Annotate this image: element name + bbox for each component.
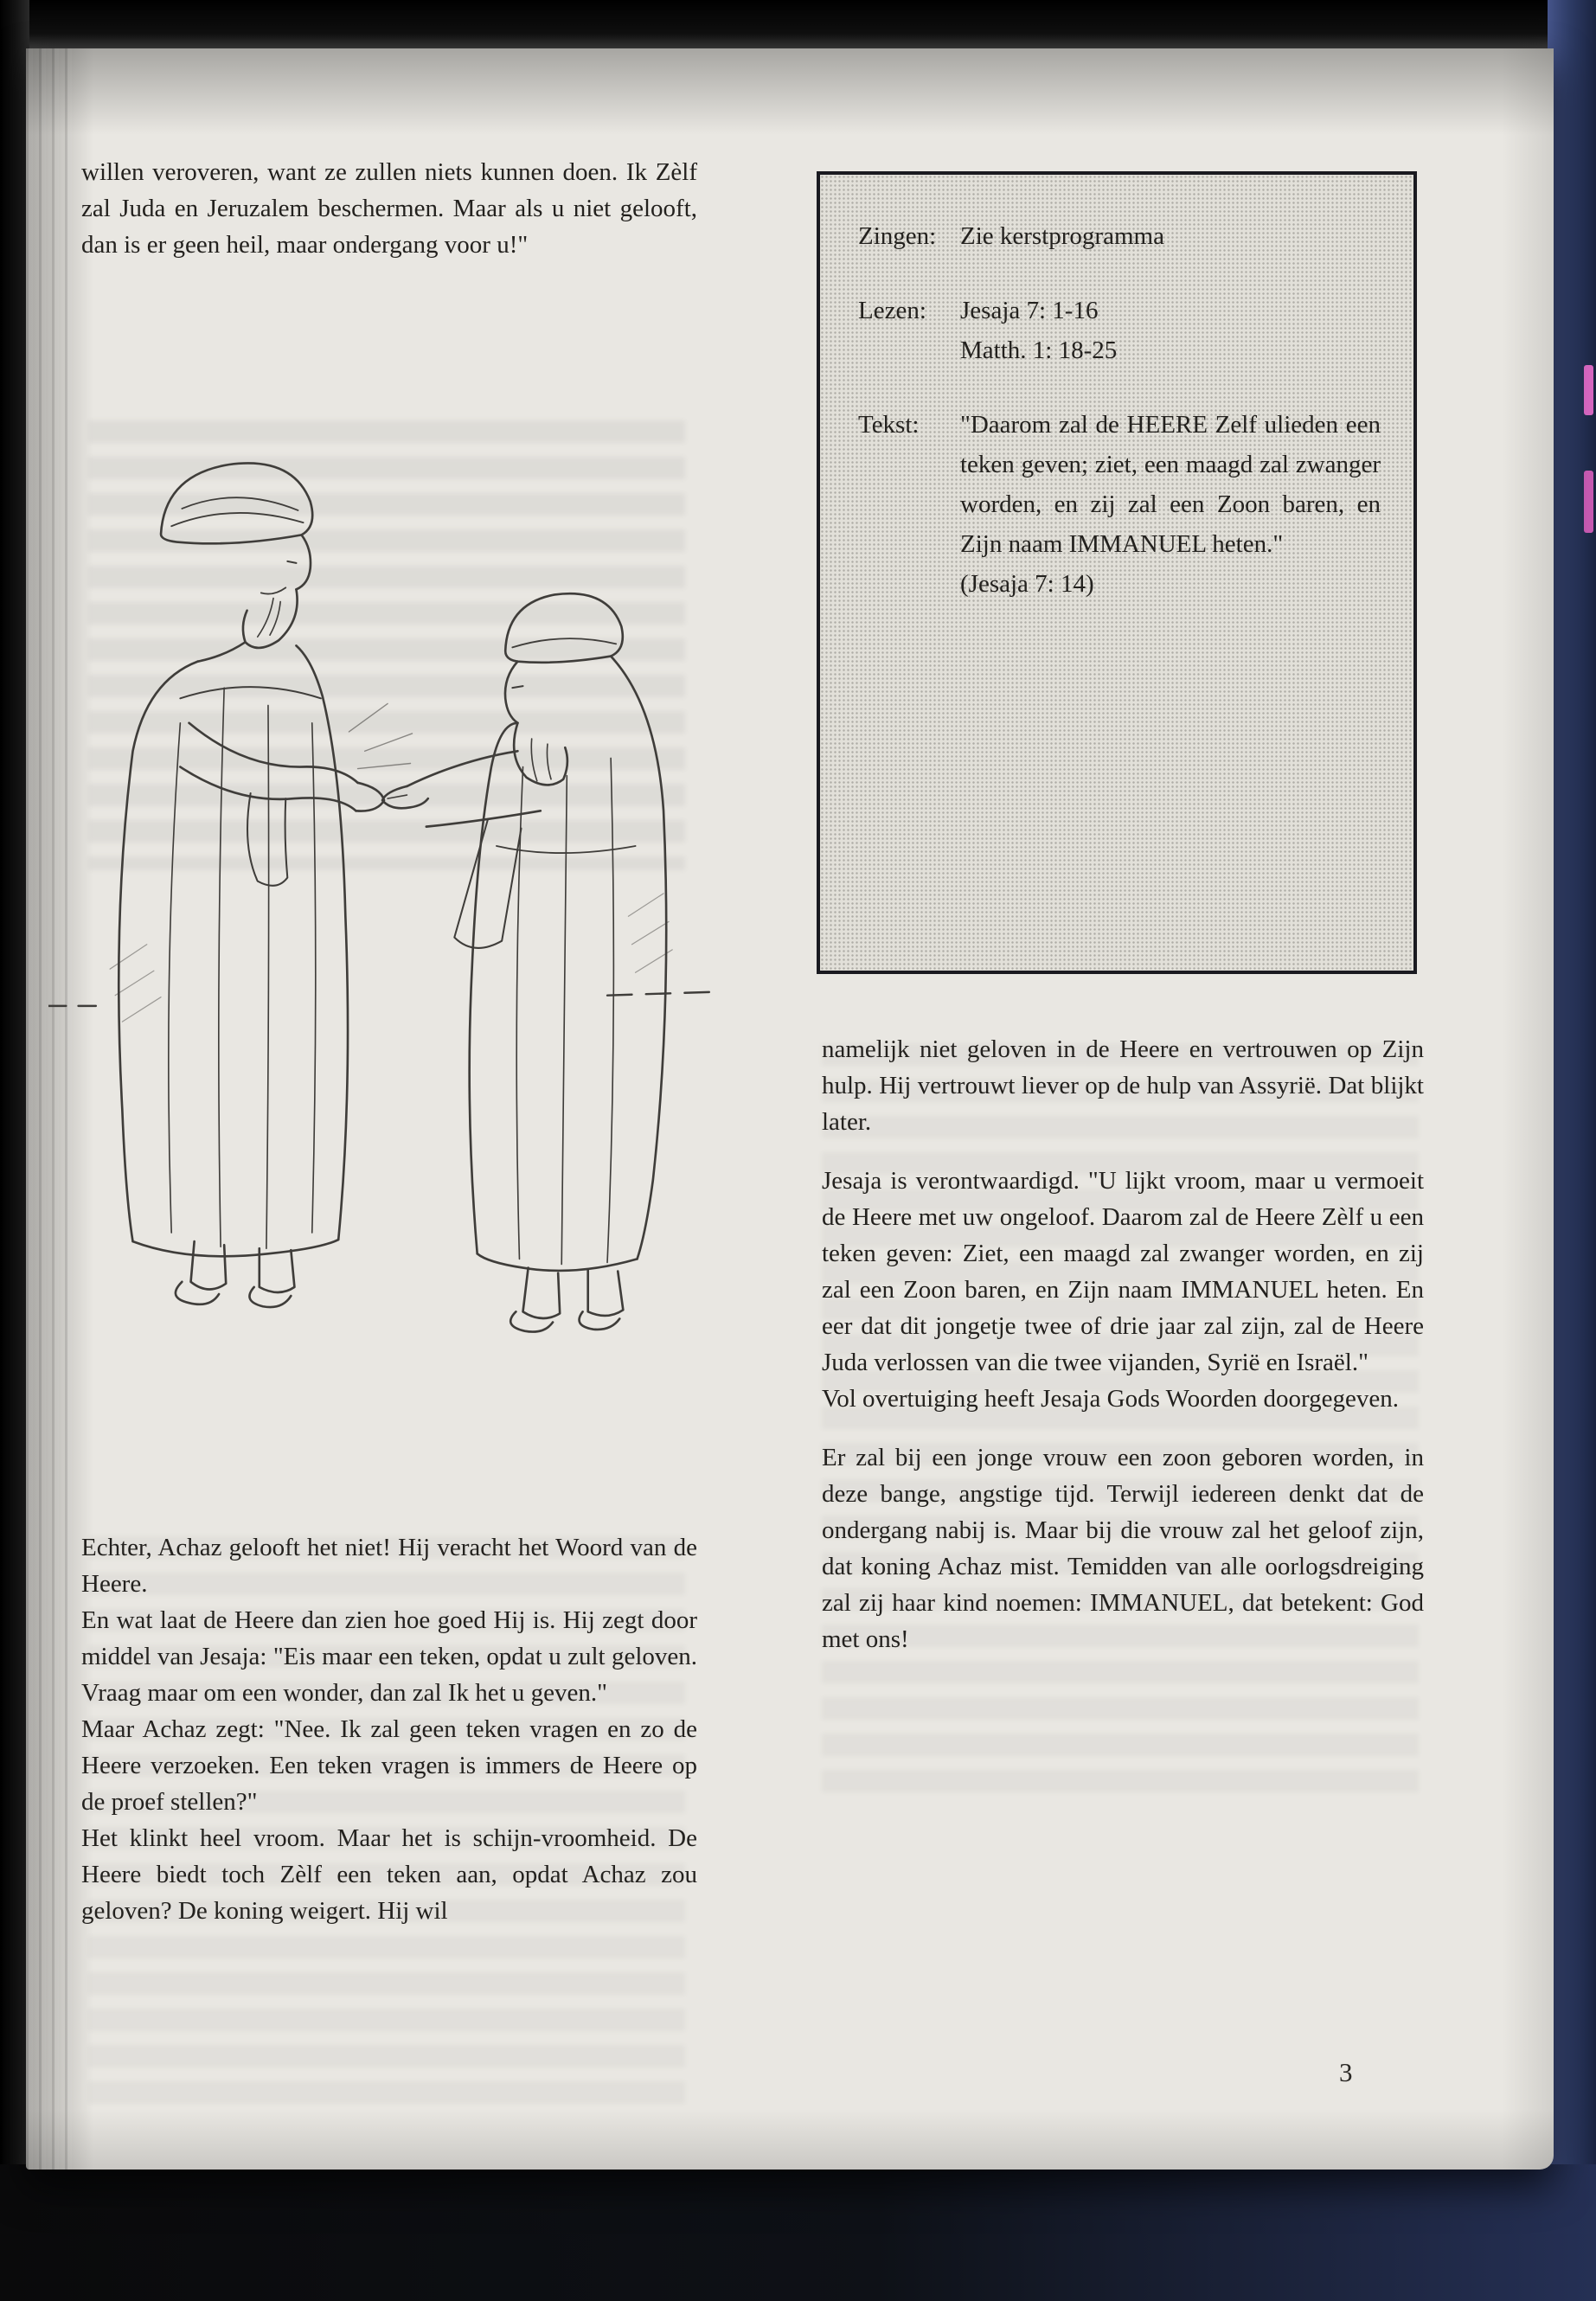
paragraph-intro: willen veroveren, want ze zullen niets kunnen doen. Ik Zèlf zal Juda en Jeruzalem beschermen. Maar als u niet gelooft, dan is er geen heil, maar ondergang voor u!": [81, 158, 697, 259]
lezen-reference-1: Jesaja 7: 1-16: [960, 297, 1099, 324]
zingen-value: Zie kerstprogramma: [960, 222, 1164, 250]
tekst-content: [960, 405, 1381, 604]
paragraph-sign-offer: En wat laat de Heere dan zien hoe goed Hij is. Hij zegt door middel van Jesaja: "Eis maar een teken, opdat u zult geloven. Vraag maar om een wonder, dan zal Ik het u geven.": [81, 1606, 697, 1707]
edge-mark-pink: [1584, 471, 1593, 533]
tekst-label: Tekst:: [858, 411, 920, 439]
tekst-reference: (Jesaja 7: 14): [960, 570, 1094, 598]
figure-right: [382, 593, 666, 1331]
lezen-row: [858, 291, 1381, 370]
left-column-bottom: [81, 1529, 697, 1929]
lezen-reference-2: Matth. 1: 18-25: [960, 336, 1118, 364]
scripture-info-box: [817, 171, 1417, 974]
book-spine-shadow: [0, 0, 29, 2301]
paragraph-trust-assyria: namelijk niet geloven in de Heere en vertrouwen op Zijn hulp. Hij vertrouwt liever op de hulp van Assyrië. Dat blijkt later.: [822, 1035, 1424, 1136]
paragraph-false-piety: Het klinkt heel vroom. Maar het is schijn-vroomheid. De Heere biedt toch Zèlf een teken aan, opdat Achaz zou geloven? De koning weigert. Hij wil: [81, 1824, 697, 1925]
scan-top-shadow: [0, 0, 1596, 48]
zingen-row: [858, 216, 1381, 256]
zingen-label: Zingen:: [858, 222, 937, 250]
paper-page: [26, 48, 1554, 2170]
book-cover-edge-right: [1548, 0, 1596, 2301]
book-cover-edge-bottom: [0, 2164, 1596, 2301]
ground-line: [48, 992, 716, 1006]
illustration-two-men: [48, 322, 716, 1484]
paragraph-achaz-disbelief: Echter, Achaz gelooft het niet! Hij veracht het Woord van de Heere.: [81, 1534, 697, 1598]
paragraph-conviction: Vol overtuiging heeft Jesaja Gods Woorden doorgegeven.: [822, 1385, 1399, 1413]
hatching: [110, 894, 672, 1022]
edge-mark-pink: [1584, 365, 1593, 415]
lezen-label: Lezen:: [858, 297, 926, 324]
tekst-quote: "Daarom zal de HEERE Zelf ulieden een teken geven; ziet, een maagd zal zwanger worden, en zij zal een Zoon baren, en Zijn naam IMMANUEL heten.": [960, 411, 1381, 558]
left-column-top: [81, 154, 697, 263]
figure-left: [119, 463, 384, 1307]
paragraph-achaz-refusal: Maar Achaz zegt: "Nee. Ik zal geen teken vragen en zo de Heere verzoeken. Een teken vragen is immers de Heere op de proef stellen?": [81, 1715, 697, 1816]
paragraph-jesaja-indignant: Jesaja is verontwaardigd. "U lijkt vroom, maar u vermoeit de Heere met uw ongeloof. Daarom zal de Heere Zèlf u een teken geven: Ziet, een maagd zal zwanger worden, en zij zal een Zoon baren, en Zijn naam IMMANUEL heten. En eer dat dit jongetje twee of drie jaar zal zijn, zal de Heere Juda verlossen van die twee vijanden, Syrië en Israël.": [822, 1167, 1424, 1376]
page-number: 3: [1339, 2057, 1353, 2087]
paragraph-immanuel-promise: Er zal bij een jonge vrouw een zoon geboren worden, in deze bange, angstige tijd. Terwijl iedereen denkt dat de ondergang nabij is. Maar bij die vrouw zal het geloof zijn, dat koning Achaz mist. Temidden van alle oorlogsdreiging zal zij haar kind noemen: IMMANUEL, dat betekent: God met ons!: [822, 1444, 1424, 1653]
tekst-row: [858, 405, 1381, 604]
sketch-rays: [349, 703, 412, 768]
lezen-references: [960, 291, 1381, 370]
right-column: [822, 1031, 1424, 1657]
illustration-container: [48, 322, 716, 1484]
